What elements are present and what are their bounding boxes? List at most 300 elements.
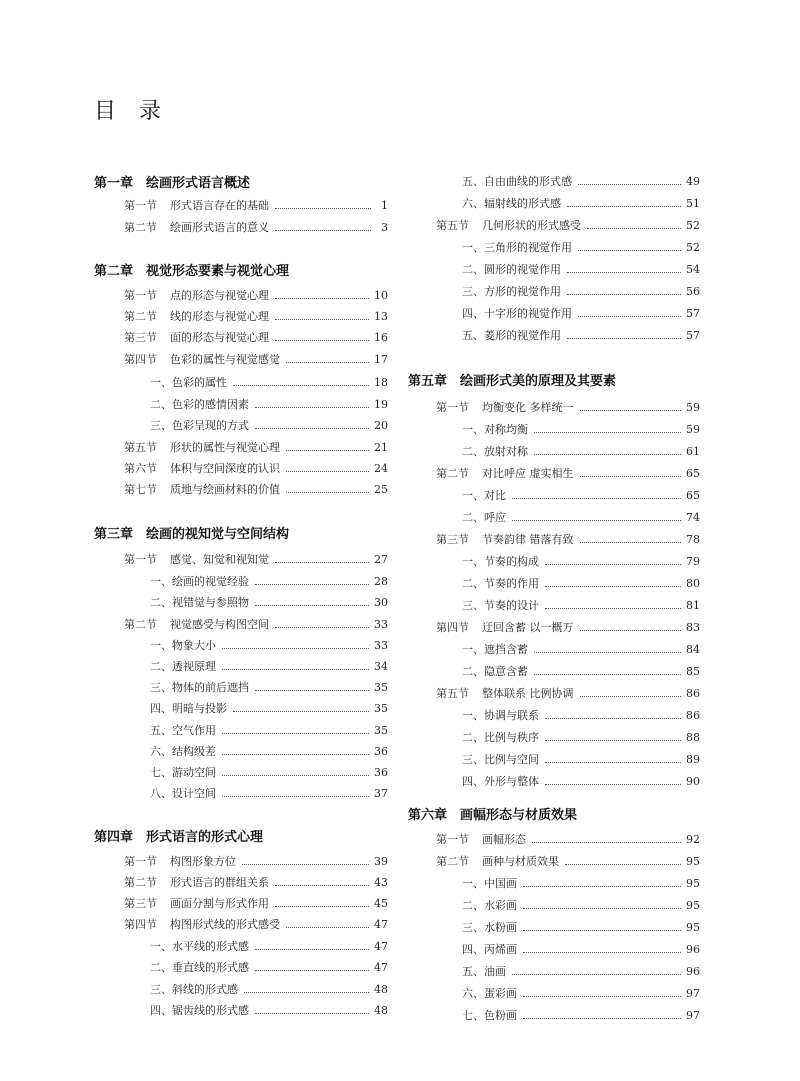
entry-title: 遮挡含蓄	[484, 643, 528, 656]
entry-label	[462, 876, 523, 891]
page-number: 80	[686, 577, 700, 590]
dot-leader	[286, 492, 369, 493]
page-number: 30	[374, 596, 388, 609]
toc-section-entry	[124, 309, 388, 324]
page-number: 52	[686, 219, 700, 232]
toc-section-entry	[124, 288, 388, 303]
toc-subsection-entry	[462, 708, 700, 723]
subsection-number: 五、	[462, 175, 484, 188]
chapter-number: 第六章	[408, 808, 448, 823]
toc-subsection-entry	[462, 664, 700, 679]
page-number: 59	[686, 423, 700, 436]
subsection-number: 六、	[150, 745, 172, 758]
toc-subsection-entry	[462, 240, 700, 255]
entry-title: 比例与空间	[484, 753, 539, 766]
entry-title: 色彩呈现的方式	[172, 419, 249, 432]
toc-subsection-entry	[462, 284, 700, 299]
entry-title: 均衡变化 多样统一	[482, 401, 574, 414]
subsection-number: 二、	[462, 577, 484, 590]
dot-leader	[580, 542, 682, 543]
dot-leader	[286, 450, 369, 451]
entry-title: 感觉、知觉和视知觉	[170, 553, 269, 566]
page-number: 89	[686, 753, 700, 766]
page-number: 10	[374, 289, 388, 302]
section-number: 第六节	[124, 462, 157, 475]
dot-leader	[534, 454, 681, 455]
page-number: 86	[686, 687, 700, 700]
dot-leader	[286, 927, 369, 928]
toc-section-entry	[124, 875, 388, 890]
toc-subsection-entry	[462, 964, 700, 979]
entry-title: 透视原理	[172, 660, 216, 673]
entry-title: 色粉画	[484, 1009, 517, 1022]
toc-section-entry	[124, 330, 388, 345]
page-number: 47	[374, 961, 388, 974]
dot-leader	[545, 740, 681, 741]
entry-label	[124, 917, 286, 932]
entry-title: 体积与空间深度的认识	[170, 462, 280, 475]
entry-label	[124, 440, 286, 455]
entry-title: 方形的视觉作用	[484, 285, 561, 298]
subsection-number: 三、	[462, 921, 484, 934]
toc-section-entry	[436, 686, 700, 701]
entry-title: 斜线的形式感	[172, 983, 238, 996]
dot-leader	[534, 652, 681, 653]
toc-subsection-entry	[150, 595, 388, 610]
dot-leader	[545, 784, 681, 785]
page-number: 48	[374, 983, 388, 996]
entry-label	[462, 306, 578, 321]
entry-label	[462, 774, 545, 789]
toc-subsection-entry	[150, 680, 388, 695]
toc-section-entry	[436, 620, 700, 635]
dot-leader	[534, 674, 681, 675]
page-number: 13	[374, 310, 388, 323]
section-number: 第一节	[436, 833, 469, 846]
toc-subsection-entry	[462, 752, 700, 767]
subsection-number: 五、	[462, 965, 484, 978]
dot-leader	[255, 949, 369, 950]
subsection-number: 三、	[462, 599, 484, 612]
entry-label	[436, 620, 580, 635]
entry-title: 形状的属性与视觉心理	[170, 441, 280, 454]
toc-section-entry	[436, 832, 700, 847]
entry-label	[124, 854, 242, 869]
page-number: 45	[374, 897, 388, 910]
entry-title: 构图形式线的形式感受	[170, 918, 280, 931]
page-number: 51	[686, 197, 700, 210]
toc-subsection-entry	[150, 744, 388, 759]
section-number: 第五节	[124, 441, 157, 454]
subsection-number: 一、	[462, 643, 484, 656]
dot-leader	[286, 471, 369, 472]
dot-leader	[580, 410, 682, 411]
subsection-number: 六、	[462, 987, 484, 1000]
subsection-number: 三、	[462, 753, 484, 766]
entry-title: 对比呼应 虚实相生	[482, 467, 574, 480]
dot-leader	[255, 407, 369, 408]
dot-leader	[275, 298, 369, 299]
entry-label	[462, 174, 578, 189]
entry-label	[436, 532, 580, 547]
subsection-number: 三、	[150, 983, 172, 996]
entry-title: 节奏的构成	[484, 555, 539, 568]
page-title: 目 录	[94, 99, 169, 124]
toc-subsection-entry	[150, 1003, 388, 1018]
chapter-title: 绘画形式语言概述	[146, 176, 251, 191]
chapter-number: 第五章	[408, 374, 448, 389]
toc-subsection-entry	[462, 576, 700, 591]
page-number: 78	[686, 533, 700, 546]
entry-label	[124, 461, 286, 476]
dot-leader	[567, 272, 681, 273]
entry-label	[150, 939, 255, 954]
page-number: 36	[374, 745, 388, 758]
subsection-number: 五、	[462, 329, 484, 342]
entry-label	[150, 1003, 255, 1018]
entry-label	[124, 330, 275, 345]
page-number: 86	[686, 709, 700, 722]
page-number: 95	[686, 899, 700, 912]
toc-subsection-entry	[462, 510, 700, 525]
dot-leader	[222, 669, 369, 670]
entry-title: 空气作用	[172, 724, 216, 737]
page-number: 84	[686, 643, 700, 656]
section-number: 第二节	[124, 618, 157, 631]
entry-label	[436, 466, 580, 481]
section-number: 第七节	[124, 483, 157, 496]
chapter-number: 第二章	[94, 264, 134, 279]
section-number: 第二节	[436, 855, 469, 868]
entry-label	[462, 920, 523, 935]
entry-label	[150, 397, 255, 412]
entry-title: 水彩画	[484, 899, 517, 912]
toc-section-entry	[124, 198, 388, 213]
entry-title: 节奏韵律 错落有致	[482, 533, 574, 546]
dot-leader	[532, 842, 681, 843]
subsection-number: 二、	[462, 899, 484, 912]
entry-title: 形式语言的群组关系	[170, 876, 269, 889]
toc-section-entry	[436, 400, 700, 415]
entry-label	[150, 960, 255, 975]
dot-leader	[255, 605, 369, 606]
entry-title: 画面分割与形式作用	[170, 897, 269, 910]
entry-label	[462, 964, 512, 979]
dot-leader	[222, 754, 369, 755]
entry-label	[150, 701, 233, 716]
entry-title: 节奏的设计	[484, 599, 539, 612]
entry-title: 圆形的视觉作用	[484, 263, 561, 276]
entry-label	[462, 942, 523, 957]
page-number: 3	[381, 221, 388, 234]
toc-section-entry	[124, 220, 388, 235]
entry-title: 绘画形式语言的意义	[170, 221, 269, 234]
section-number: 第四节	[436, 621, 469, 634]
subsection-number: 三、	[462, 285, 484, 298]
subsection-number: 二、	[150, 961, 172, 974]
toc-section-entry	[124, 896, 388, 911]
entry-title: 质地与绘画材料的价值	[170, 483, 280, 496]
page-number: 54	[686, 263, 700, 276]
entry-title: 几何形状的形式感受	[482, 219, 581, 232]
toc-subsection-entry	[462, 306, 700, 321]
entry-title: 菱形的视觉作用	[484, 329, 561, 342]
page-number: 47	[374, 940, 388, 953]
dot-leader	[545, 718, 681, 719]
toc-subsection-entry	[150, 982, 388, 997]
toc-chapter-heading	[94, 176, 250, 191]
entry-label	[150, 765, 222, 780]
dot-leader	[275, 230, 371, 231]
page-number: 83	[686, 621, 700, 634]
entry-title: 呼应	[484, 511, 506, 524]
dot-leader	[523, 886, 681, 887]
page-number: 35	[374, 724, 388, 737]
entry-label	[462, 1008, 523, 1023]
dot-leader	[275, 906, 369, 907]
dot-leader	[567, 294, 681, 295]
entry-label	[462, 240, 578, 255]
page-number: 17	[374, 353, 388, 366]
toc-section-entry	[124, 854, 388, 869]
entry-title: 外形与整体	[484, 775, 539, 788]
page-number: 96	[686, 943, 700, 956]
dot-leader	[255, 1013, 369, 1014]
entry-label	[124, 198, 275, 213]
entry-label	[124, 875, 275, 890]
entry-title: 绘画的视觉经验	[172, 575, 249, 588]
dot-leader	[255, 690, 369, 691]
dot-leader	[523, 930, 681, 931]
entry-label	[462, 328, 567, 343]
entry-title: 隐意含蓄	[484, 665, 528, 678]
toc-subsection-entry	[150, 939, 388, 954]
dot-leader	[567, 338, 681, 339]
dot-leader	[222, 775, 369, 776]
dot-leader	[222, 733, 369, 734]
page-number: 27	[374, 553, 388, 566]
entry-title: 视错觉与参照物	[172, 596, 249, 609]
subsection-number: 四、	[462, 307, 484, 320]
entry-title: 视觉感受与构图空间	[170, 618, 269, 631]
toc-subsection-entry	[462, 986, 700, 1001]
subsection-number: 一、	[462, 241, 484, 254]
dot-leader	[578, 250, 681, 251]
entry-label	[150, 659, 222, 674]
section-number: 第五节	[436, 219, 469, 232]
page-number: 16	[374, 331, 388, 344]
page-number: 43	[374, 876, 388, 889]
page-number: 49	[686, 175, 700, 188]
page-number: 28	[374, 575, 388, 588]
entry-label	[462, 284, 567, 299]
dot-leader	[578, 316, 681, 317]
toc-chapter-heading	[94, 830, 263, 845]
dot-leader	[523, 996, 681, 997]
entry-title: 色彩的属性	[172, 376, 227, 389]
toc-subsection-entry	[150, 375, 388, 390]
page-number: 19	[374, 398, 388, 411]
toc-section-entry	[436, 854, 700, 869]
page-number: 56	[686, 285, 700, 298]
toc-subsection-entry	[462, 598, 700, 613]
page-number: 35	[374, 681, 388, 694]
subsection-number: 六、	[462, 197, 484, 210]
entry-label	[150, 595, 255, 610]
toc-subsection-entry	[150, 765, 388, 780]
entry-label	[150, 418, 255, 433]
subsection-number: 七、	[462, 1009, 484, 1022]
page-number: 48	[374, 1004, 388, 1017]
page-number: 95	[686, 877, 700, 890]
dot-leader	[275, 562, 369, 563]
entry-title: 辐射线的形式感	[484, 197, 561, 210]
section-number: 第四节	[124, 918, 157, 931]
toc-subsection-entry	[150, 659, 388, 674]
subsection-number: 一、	[462, 423, 484, 436]
entry-title: 对比	[484, 489, 506, 502]
entry-label	[462, 422, 534, 437]
entry-label	[150, 680, 255, 695]
page-number: 85	[686, 665, 700, 678]
entry-title: 油画	[484, 965, 506, 978]
entry-label	[462, 488, 512, 503]
subsection-number: 二、	[150, 596, 172, 609]
dot-leader	[523, 952, 681, 953]
toc-subsection-entry	[462, 262, 700, 277]
subsection-number: 四、	[150, 1004, 172, 1017]
page-number: 65	[686, 489, 700, 502]
page-number: 1	[381, 199, 388, 212]
entry-label	[124, 288, 275, 303]
section-number: 第三节	[124, 331, 157, 344]
toc-subsection-entry	[462, 488, 700, 503]
entry-title: 迂回含蓄 以一概万	[482, 621, 574, 634]
subsection-number: 二、	[462, 263, 484, 276]
entry-label	[462, 898, 523, 913]
toc-subsection-entry	[150, 418, 388, 433]
entry-label	[124, 482, 286, 497]
page-number: 90	[686, 775, 700, 788]
toc-subsection-entry	[462, 898, 700, 913]
chapter-number: 第三章	[94, 527, 134, 542]
page-number: 57	[686, 307, 700, 320]
page-number: 81	[686, 599, 700, 612]
subsection-number: 四、	[462, 943, 484, 956]
page-number: 95	[686, 921, 700, 934]
entry-label	[124, 352, 286, 367]
dot-leader	[534, 432, 681, 433]
section-number: 第一节	[124, 855, 157, 868]
dot-leader	[580, 696, 682, 697]
entry-label	[150, 638, 222, 653]
entry-title: 画种与材质效果	[482, 855, 559, 868]
entry-title: 面的形态与视觉心理	[170, 331, 269, 344]
entry-label	[124, 552, 275, 567]
toc-subsection-entry	[462, 774, 700, 789]
page-number: 33	[374, 618, 388, 631]
entry-title: 物象大小	[172, 639, 216, 652]
toc-subsection-entry	[150, 574, 388, 589]
page-number: 79	[686, 555, 700, 568]
entry-title: 形式语言存在的基础	[170, 199, 269, 212]
chapter-number: 第四章	[94, 830, 134, 845]
dot-leader	[286, 362, 369, 363]
entry-label	[462, 444, 534, 459]
entry-title: 放射对称	[484, 445, 528, 458]
subsection-number: 二、	[462, 445, 484, 458]
dot-leader	[255, 428, 369, 429]
dot-leader	[255, 970, 369, 971]
dot-leader	[545, 564, 681, 565]
dot-leader	[565, 864, 681, 865]
entry-label	[462, 576, 545, 591]
page-number: 65	[686, 467, 700, 480]
entry-label	[462, 510, 512, 525]
page-number: 24	[374, 462, 388, 475]
page-number: 52	[686, 241, 700, 254]
entry-label	[462, 598, 545, 613]
entry-label	[124, 309, 275, 324]
entry-label	[436, 832, 532, 847]
dot-leader	[587, 228, 681, 229]
subsection-number: 二、	[462, 511, 484, 524]
dot-leader	[255, 584, 369, 585]
entry-title: 色彩的属性与视觉感觉	[170, 353, 280, 366]
entry-label	[150, 723, 222, 738]
subsection-number: 二、	[462, 731, 484, 744]
entry-title: 整体联系 比例协调	[482, 687, 574, 700]
page-number: 18	[374, 376, 388, 389]
dot-leader	[512, 498, 681, 499]
subsection-number: 一、	[462, 709, 484, 722]
page-number: 34	[374, 660, 388, 673]
entry-title: 比例与秩序	[484, 731, 539, 744]
subsection-number: 一、	[150, 575, 172, 588]
page-number: 57	[686, 329, 700, 342]
subsection-number: 一、	[150, 940, 172, 953]
page-number: 59	[686, 401, 700, 414]
toc-subsection-entry	[462, 444, 700, 459]
subsection-number: 一、	[150, 639, 172, 652]
entry-label	[150, 786, 222, 801]
entry-title: 游动空间	[172, 766, 216, 779]
dot-leader	[275, 319, 369, 320]
entry-label	[462, 196, 567, 211]
entry-label	[436, 218, 587, 233]
section-number: 第二节	[124, 221, 157, 234]
dot-leader	[222, 648, 369, 649]
entry-title: 自由曲线的形式感	[484, 175, 572, 188]
toc-subsection-entry	[462, 196, 700, 211]
entry-title: 丙烯画	[484, 943, 517, 956]
chapter-title: 绘画形式美的原理及其要素	[460, 374, 617, 389]
toc-subsection-entry	[462, 1008, 700, 1023]
toc-section-entry	[436, 466, 700, 481]
dot-leader	[580, 476, 682, 477]
page-number: 47	[374, 918, 388, 931]
page-number: 92	[686, 833, 700, 846]
dot-leader	[523, 908, 681, 909]
dot-leader	[242, 864, 369, 865]
chapter-title: 形式语言的形式心理	[146, 830, 264, 845]
entry-label	[436, 686, 580, 701]
subsection-number: 一、	[462, 877, 484, 890]
entry-label	[462, 986, 523, 1001]
toc-chapter-heading	[408, 808, 577, 823]
toc-subsection-entry	[150, 397, 388, 412]
dot-leader	[275, 885, 369, 886]
